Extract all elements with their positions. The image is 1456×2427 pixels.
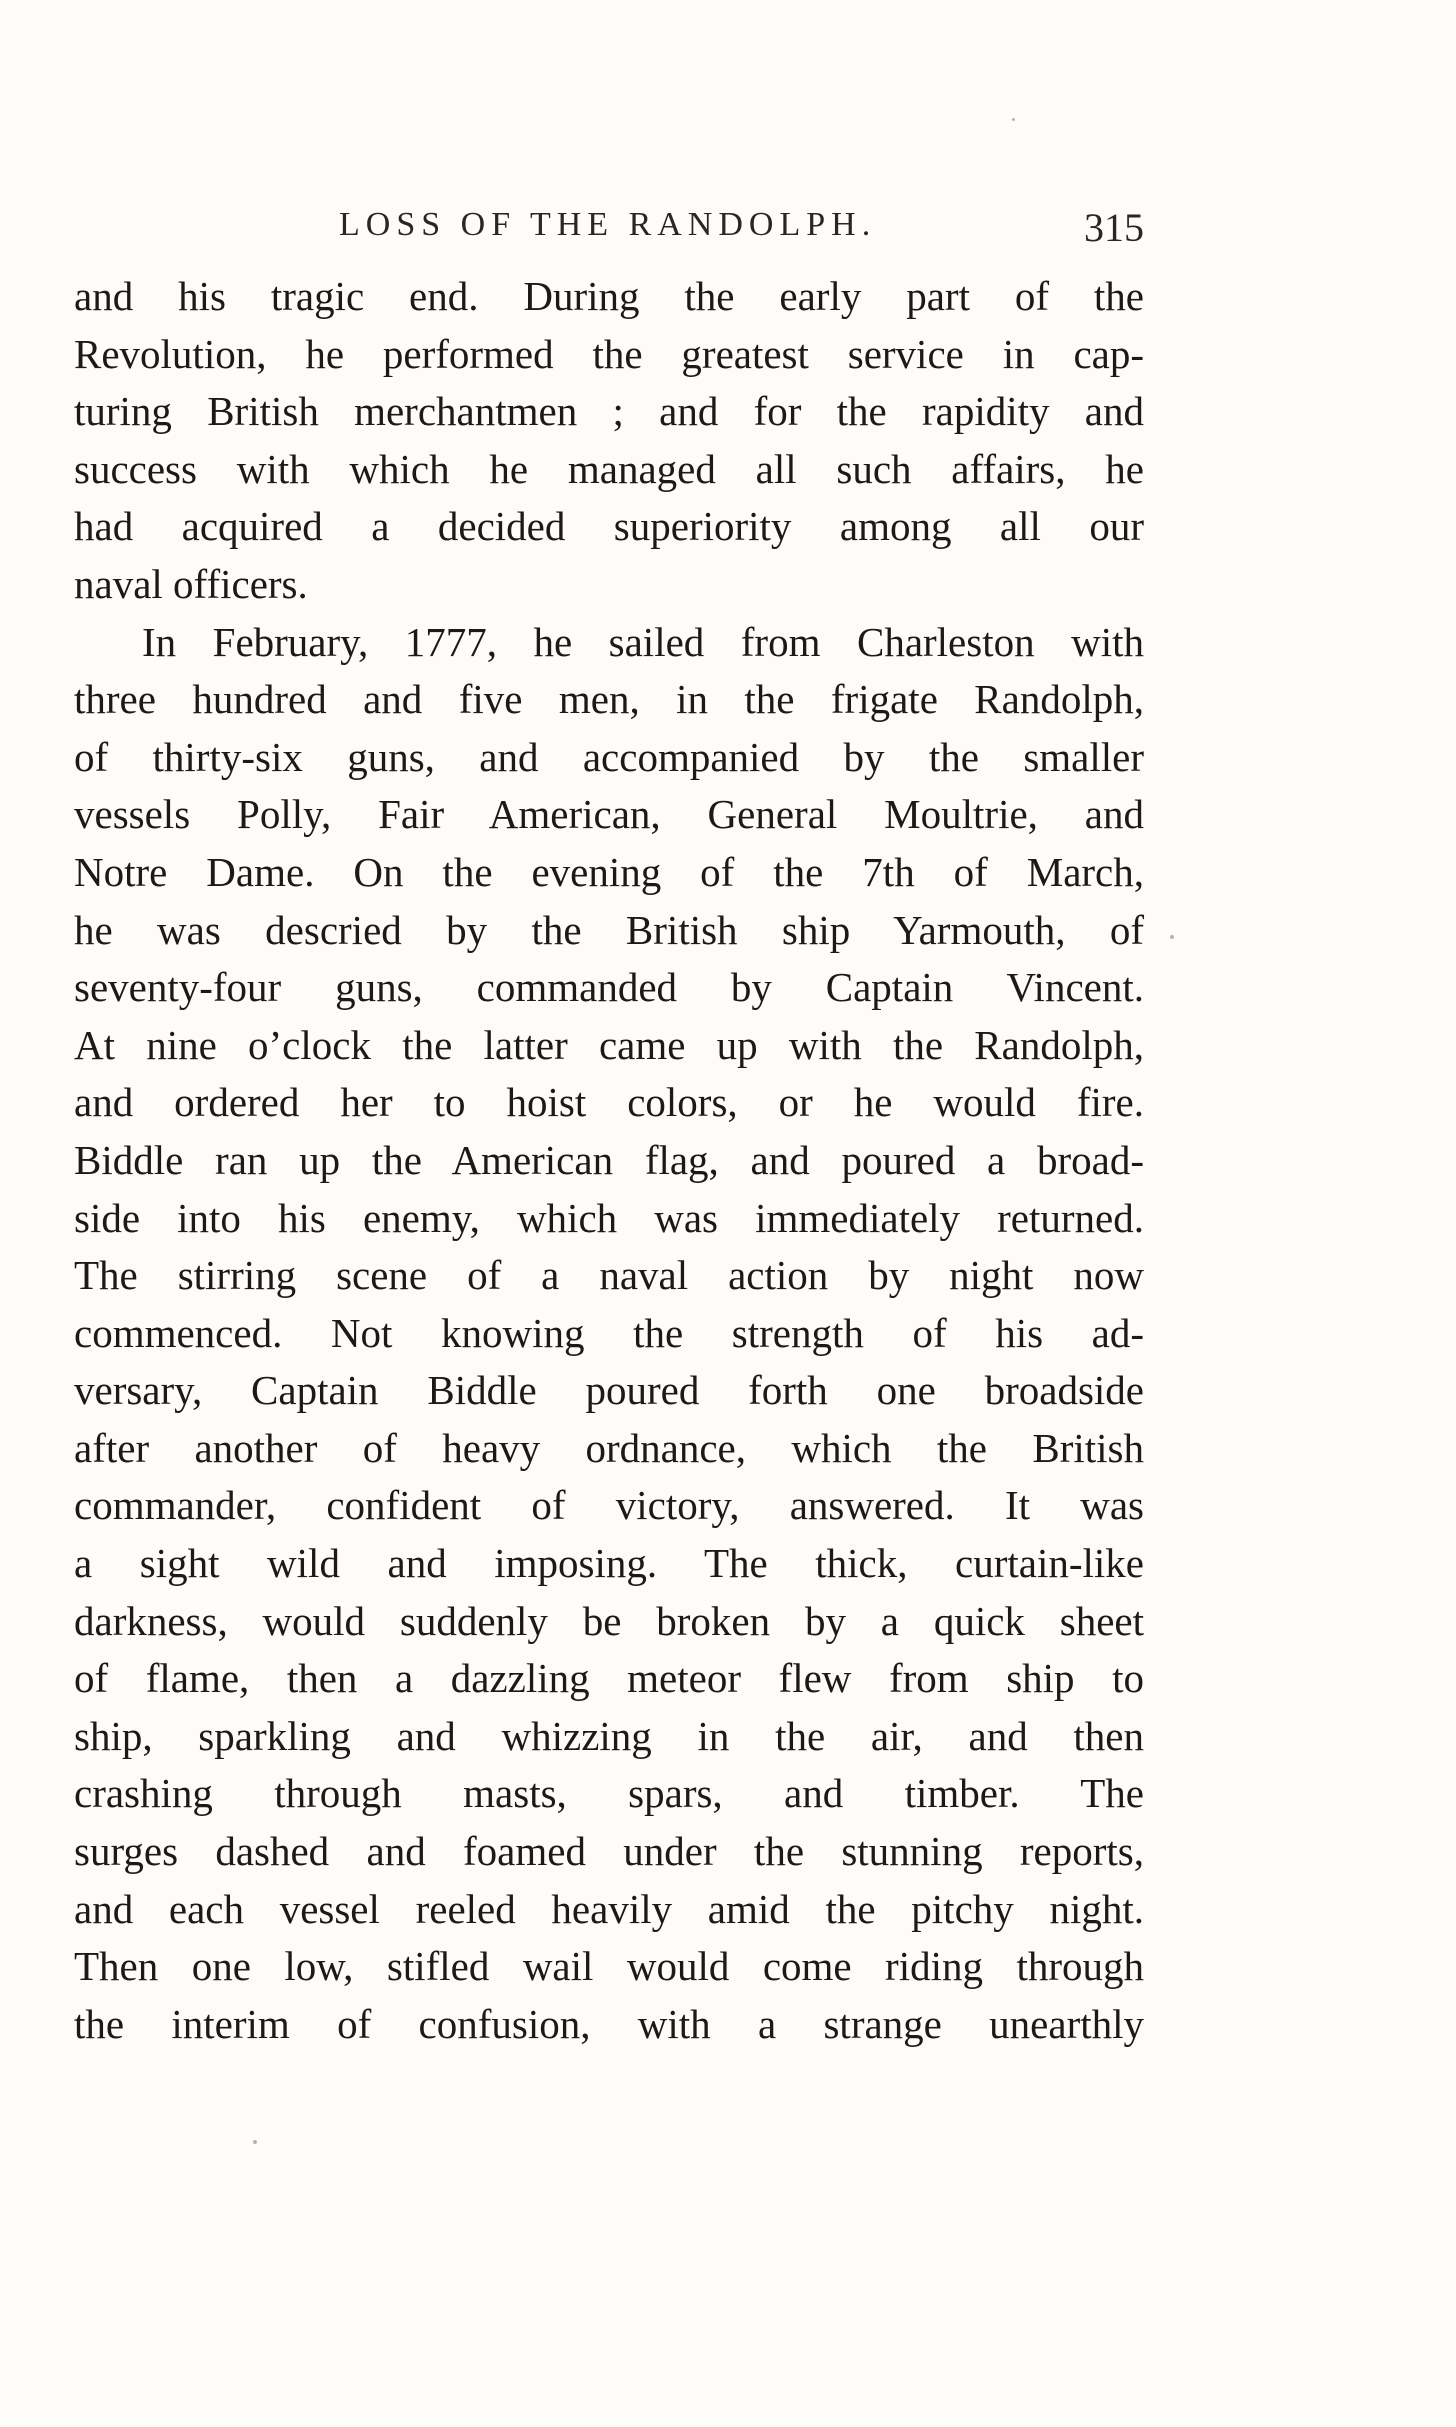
text-line: darkness, would suddenly be broken by a quick sheet — [74, 1597, 1144, 1644]
page-header — [74, 200, 1144, 260]
running-title: LOSS OF THE RANDOLPH. — [339, 206, 877, 243]
text-line: after another of heavy ordnance, which the British — [74, 1424, 1144, 1471]
text-line: crashing through masts, spars, and timber. The — [74, 1770, 1144, 1817]
text-line: At nine o’clock the latter came up with the Randolph, — [74, 1021, 1144, 1068]
text-line: turing British merchantmen ; and for the rapidity and — [74, 388, 1144, 435]
text-line: and each vessel reeled heavily amid the pitchy night. — [74, 1885, 1144, 1932]
paper-speck — [1012, 118, 1015, 121]
page-number: 315 — [1084, 205, 1144, 250]
text-line: the interim of confusion, with a strange unearthly — [74, 2000, 1144, 2047]
text-line: a sight wild and imposing. The thick, curtain-like — [74, 1540, 1144, 1587]
text-line: In February, 1777, he sailed from Charleston with — [142, 618, 1144, 665]
text-line: surges dashed and foamed under the stunning reports, — [74, 1828, 1144, 1875]
text-line: and his tragic end. During the early part of the — [74, 273, 1144, 319]
paragraph-2 — [74, 614, 1144, 2054]
text-line: he was descried by the British ship Yarmouth, of — [74, 906, 1144, 953]
text-line: ship, sparkling and whizzing in the air, and then — [74, 1712, 1144, 1759]
text-line: The stirring scene of a naval action by night now — [74, 1252, 1144, 1299]
text-line: seventy-four guns, commanded by Captain Vincent. — [74, 964, 1144, 1011]
text-line: Notre Dame. On the evening of the 7th of March, — [74, 848, 1144, 895]
text-line: of flame, then a dazzling meteor flew from ship to — [74, 1655, 1144, 1702]
text-line: naval officers. — [74, 560, 308, 607]
text-line: versary, Captain Biddle poured forth one broadside — [74, 1367, 1144, 1414]
text-line: commenced. Not knowing the strength of his ad- — [74, 1309, 1144, 1356]
text-line: side into his enemy, which was immediately returned. — [74, 1194, 1144, 1241]
text-line: Biddle ran up the American flag, and poured a broad- — [74, 1136, 1144, 1183]
paragraph-1 — [74, 268, 1144, 614]
text-line: vessels Polly, Fair American, General Moultrie, and — [74, 791, 1144, 838]
paper-speck — [1170, 935, 1174, 939]
text-line: commander, confident of victory, answered. It was — [74, 1482, 1144, 1529]
paper-speck — [253, 2140, 257, 2144]
text-line: Revolution, he performed the greatest service in cap- — [74, 330, 1144, 377]
text-line: success with which he managed all such affairs, he — [74, 445, 1144, 492]
text-line: Then one low, stifled wail would come riding through — [74, 1943, 1144, 1990]
body-text — [74, 268, 1144, 2053]
text-line: of thirty-six guns, and accompanied by the smaller — [74, 733, 1144, 780]
text-line: three hundred and five men, in the frigate Randolph, — [74, 676, 1144, 723]
text-line: and ordered her to hoist colors, or he would fire. — [74, 1079, 1144, 1126]
text-line: had acquired a decided superiority among all our — [74, 503, 1144, 550]
